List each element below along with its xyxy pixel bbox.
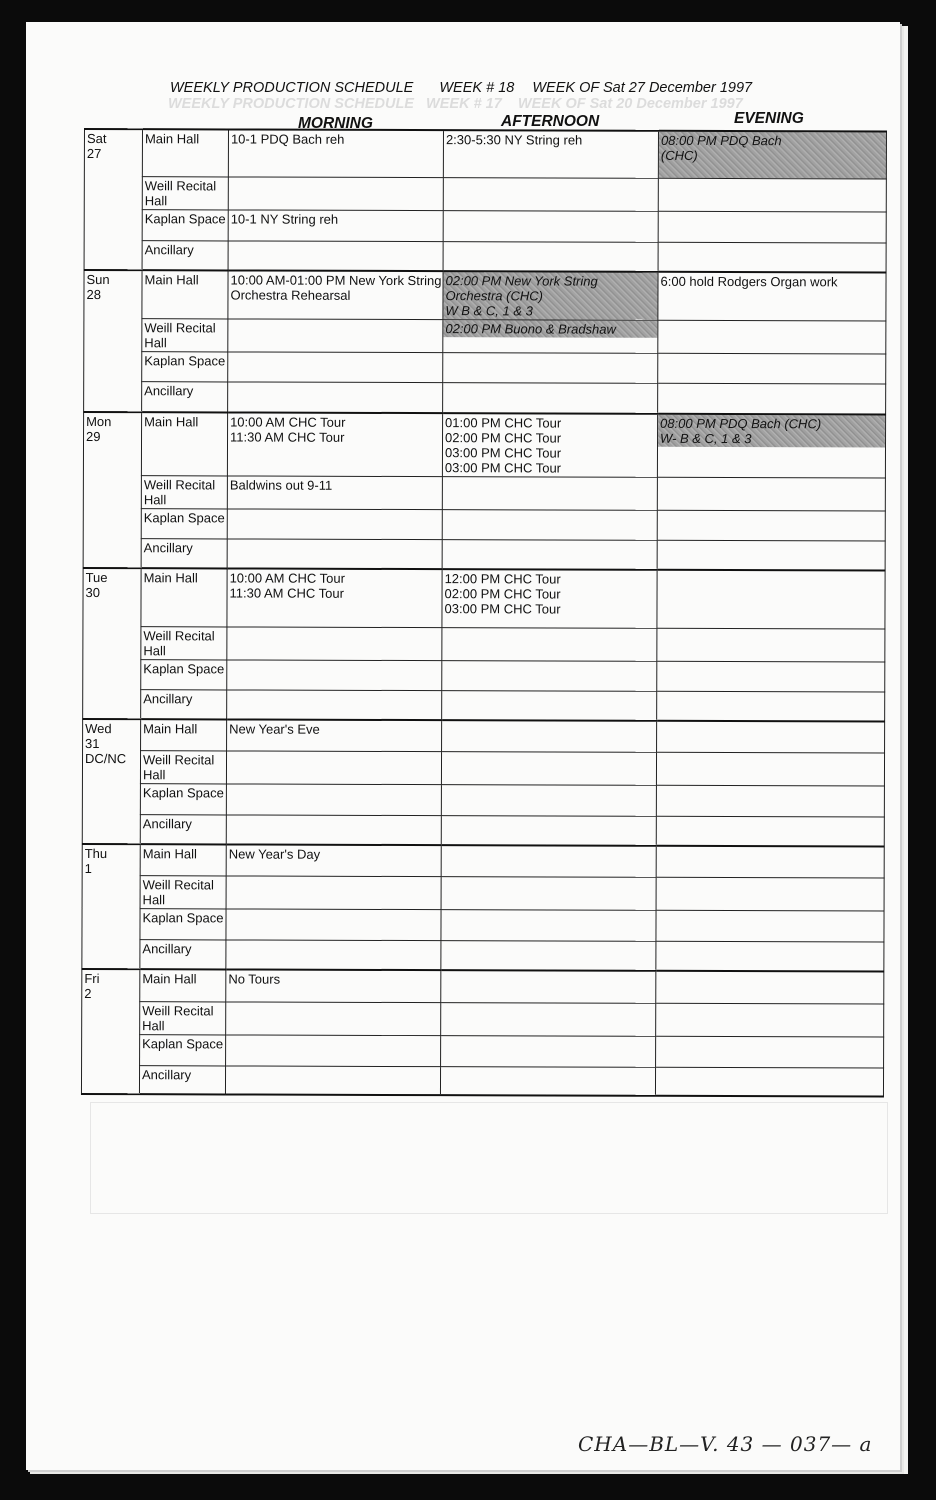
space-cell: Main Hall — [142, 129, 228, 176]
bleed-through-header: WEEKLY PRODUCTION SCHEDULE WEEK # 17 WEEK OF Sat 20 December 1997 — [168, 96, 743, 112]
afternoon-cell — [442, 413, 657, 477]
evening-cell — [657, 477, 885, 511]
day-label: Sat — [86, 131, 107, 147]
schedule-row — [82, 844, 884, 878]
catalog-number: CHA—BL—V. 43 — 037— a — [578, 1432, 873, 1456]
evening-cell — [658, 320, 886, 354]
morning-cell — [225, 1065, 440, 1095]
schedule-row — [83, 568, 885, 629]
morning-cell — [226, 1034, 441, 1066]
evening-cell — [656, 1003, 884, 1037]
morning-cell — [226, 814, 441, 845]
day-label: Wed — [85, 721, 112, 737]
morning-cell — [227, 659, 442, 690]
schedule-row — [84, 176, 886, 212]
day-cell — [83, 568, 141, 719]
afternoon-cell — [441, 815, 656, 846]
afternoon-cell — [443, 210, 658, 242]
schedule-row — [84, 129, 886, 179]
space-cell: Weill Recital Hall — [141, 475, 227, 508]
schedule-row — [82, 875, 884, 911]
schedule-row — [84, 319, 886, 355]
space-cell: Main Hall — [142, 270, 228, 319]
space-cell: Main Hall — [141, 719, 227, 750]
morning-cell — [226, 1001, 441, 1035]
afternoon-cell — [440, 1066, 655, 1096]
event-text: 10:00 AM CHC Tour — [230, 413, 346, 430]
evening-cell — [658, 131, 886, 179]
day-label: 29 — [86, 428, 101, 444]
evening-cell — [656, 846, 884, 878]
space-cell: Main Hall — [140, 969, 226, 1001]
day-label: 27 — [86, 146, 102, 162]
space-cell: Weill Recital Hall — [140, 875, 226, 908]
schedule-row — [84, 270, 886, 321]
event-text: 01:00 PM CHC Tour — [445, 414, 562, 431]
space-cell: Kaplan Space — [142, 352, 228, 382]
event-text: 10:00 AM CHC Tour — [229, 570, 345, 586]
day-cell — [82, 844, 140, 969]
event-text: No Tours — [228, 971, 281, 987]
day-label: 1 — [84, 861, 92, 877]
afternoon-cell — [443, 353, 658, 384]
day-cell — [81, 969, 139, 1094]
event-text: 6:00 hold Rodgers Organ work — [660, 273, 838, 290]
column-header-morning: MORNING — [298, 115, 373, 132]
morning-cell — [228, 352, 443, 383]
space-cell: Ancillary — [139, 1065, 225, 1094]
schedule-row — [82, 969, 884, 1004]
space-cell: Ancillary — [140, 814, 226, 844]
day-label: Tue — [85, 570, 108, 586]
evening-cell — [657, 691, 885, 722]
evening-cell — [656, 910, 884, 942]
morning-cell — [228, 319, 443, 353]
morning-cell — [226, 750, 441, 784]
schedule-row — [83, 626, 885, 662]
week-of: WEEK OF Sat 27 December 1997 — [532, 80, 753, 96]
space-cell: Ancillary — [142, 240, 228, 270]
afternoon-cell — [441, 751, 656, 785]
space-cell: Weill Recital Hall — [140, 750, 226, 783]
event-text: 03:00 PM CHC Tour — [444, 459, 562, 476]
event-text: Baldwins out 9-11 — [229, 476, 333, 493]
afternoon-cell — [443, 271, 658, 320]
week-number: WEEK # 18 — [439, 80, 515, 96]
morning-cell — [226, 908, 441, 940]
afternoon-cell — [442, 569, 657, 628]
event-text: 11:30 AM CHC Tour — [229, 585, 344, 601]
day-label: 28 — [86, 287, 101, 303]
schedule-row — [83, 475, 885, 511]
morning-cell — [227, 568, 442, 627]
evening-cell — [656, 877, 884, 911]
evening-cell — [657, 413, 885, 477]
morning-cell — [227, 538, 442, 569]
space-cell: Kaplan Space — [142, 209, 228, 240]
morning-cell — [227, 475, 442, 509]
event-text: 02:00 PM CHC Tour — [444, 586, 561, 602]
schedule-row — [83, 538, 885, 571]
afternoon-cell — [441, 1002, 656, 1036]
evening-cell — [657, 661, 885, 692]
schedule-row — [82, 1034, 884, 1068]
space-cell: Kaplan Space — [140, 908, 226, 939]
morning-cell — [227, 719, 442, 751]
day-label: Sun — [86, 272, 110, 288]
evening-cell — [657, 540, 885, 571]
afternoon-cell — [441, 876, 656, 910]
highlighted-event — [658, 414, 885, 447]
event-text: (CHC) — [660, 147, 698, 163]
event-text: Orchestra (CHC) — [445, 288, 544, 304]
schedule-row — [84, 240, 886, 273]
evening-cell — [657, 510, 885, 541]
evening-cell — [657, 721, 885, 753]
afternoon-cell — [441, 845, 656, 877]
afternoon-cell — [441, 909, 656, 941]
afternoon-cell — [443, 241, 658, 272]
space-cell: Kaplan Space — [141, 659, 227, 689]
schedule-row — [84, 209, 886, 243]
event-text: W- B & C, 1 & 3 — [660, 430, 752, 446]
schedule-row — [83, 659, 885, 692]
schedule-header — [170, 80, 766, 96]
event-text: 12:00 PM CHC Tour — [444, 571, 561, 587]
evening-cell — [658, 178, 886, 212]
morning-cell — [227, 626, 442, 660]
schedule-row — [83, 719, 885, 753]
schedule-row — [82, 939, 884, 972]
event-text: New Year's Eve — [229, 721, 320, 737]
afternoon-cell — [441, 784, 656, 816]
evening-cell — [656, 816, 884, 847]
afternoon-cell — [443, 130, 658, 178]
event-text: 03:00 PM CHC Tour — [444, 444, 562, 461]
event-text: 10-1 NY String reh — [230, 210, 339, 227]
event-text: Orchestra Rehearsal — [230, 287, 351, 303]
schedule-row — [82, 1001, 884, 1037]
space-cell: Weill Recital Hall — [142, 176, 228, 209]
event-text: 02:00 PM Buono & Bradshaw — [445, 321, 616, 337]
event-text: 02:00 PM CHC Tour — [445, 429, 562, 446]
space-cell: Weill Recital Hall — [141, 626, 227, 659]
event-text: 11:30 AM CHC Tour — [230, 428, 345, 445]
space-cell: Weill Recital Hall — [140, 1001, 226, 1034]
evening-cell — [656, 752, 884, 786]
event-text: 10-1 PDQ Bach reh — [230, 131, 345, 147]
morning-cell — [228, 176, 443, 210]
evening-cell — [657, 628, 885, 662]
morning-cell — [228, 209, 443, 241]
schedule-row — [84, 352, 886, 385]
day-label: Fri — [84, 971, 100, 987]
day-cell — [84, 129, 142, 270]
day-label: 2 — [84, 986, 92, 1002]
column-header-evening: EVENING — [734, 110, 804, 127]
schedule-row — [83, 508, 885, 541]
morning-cell — [226, 844, 441, 876]
afternoon-cell — [442, 660, 657, 691]
evening-cell — [656, 971, 884, 1004]
afternoon-cell — [441, 940, 656, 971]
afternoon-cell — [442, 476, 657, 510]
schedule-row — [84, 382, 886, 415]
afternoon-cell — [442, 539, 657, 570]
schedule-row — [83, 689, 885, 722]
schedule-row — [82, 814, 884, 847]
space-cell: Ancillary — [142, 382, 228, 412]
space-cell: Ancillary — [141, 538, 227, 568]
evening-cell — [656, 941, 884, 972]
afternoon-cell — [442, 509, 657, 540]
afternoon-cell — [441, 970, 656, 1003]
event-text: 02:00 PM New York String — [445, 273, 598, 289]
event-text: New Year's Day — [228, 846, 321, 862]
evening-cell — [658, 211, 886, 243]
afternoon-cell — [441, 1035, 656, 1067]
day-label: 31 — [85, 736, 100, 752]
space-cell: Kaplan Space — [141, 508, 227, 538]
day-cell — [83, 412, 141, 569]
day-label: Thu — [84, 846, 108, 862]
event-text: W B & C, 1 & 3 — [445, 303, 533, 319]
schedule-row — [82, 750, 884, 786]
morning-cell — [228, 270, 443, 319]
space-cell: Ancillary — [141, 689, 227, 719]
space-cell: Main Hall — [140, 844, 226, 875]
schedule-row — [82, 783, 884, 817]
morning-cell — [226, 969, 441, 1002]
morning-cell — [228, 129, 443, 177]
evening-cell — [658, 383, 886, 414]
day-cell — [82, 719, 140, 844]
morning-cell — [227, 508, 442, 539]
event-text: 2:30-5:30 NY String reh — [445, 132, 583, 148]
day-label: DC/NC — [84, 751, 127, 767]
day-label: 30 — [85, 585, 101, 601]
space-cell: Ancillary — [140, 939, 226, 969]
evening-cell — [658, 242, 886, 273]
morning-cell — [226, 875, 441, 909]
day-cell — [84, 270, 142, 412]
evening-cell — [656, 1036, 884, 1068]
schedule-row — [82, 908, 884, 942]
space-cell: Kaplan Space — [140, 783, 226, 814]
space-cell: Main Hall — [141, 412, 227, 476]
event-text: 08:00 PM PDQ Bach — [660, 132, 782, 149]
schedule-row — [81, 1065, 883, 1097]
afternoon-cell — [443, 383, 658, 414]
afternoon-cell — [442, 720, 657, 752]
morning-cell — [227, 412, 442, 476]
event-text: 08:00 PM PDQ Bach (CHC) — [660, 415, 822, 431]
morning-cell — [228, 382, 443, 413]
morning-cell — [226, 939, 441, 970]
space-cell: Main Hall — [141, 568, 227, 626]
morning-cell — [226, 783, 441, 815]
schedule-title: WEEKLY PRODUCTION SCHEDULE — [170, 80, 414, 96]
afternoon-cell — [443, 320, 658, 354]
highlighted-event — [443, 320, 657, 338]
space-cell: Weill Recital Hall — [142, 319, 228, 352]
morning-cell — [228, 240, 443, 271]
morning-cell — [227, 689, 442, 720]
column-header-afternoon: AFTERNOON — [501, 113, 600, 130]
afternoon-cell — [442, 627, 657, 661]
bleed-through-block — [90, 1102, 888, 1214]
schedule-row — [83, 412, 885, 478]
event-text: 03:00 PM CHC Tour — [444, 601, 561, 617]
evening-cell — [658, 272, 886, 321]
afternoon-cell — [443, 177, 658, 211]
evening-cell — [655, 1067, 883, 1097]
afternoon-cell — [442, 690, 657, 721]
space-cell: Kaplan Space — [140, 1034, 226, 1065]
event-text: 10:00 AM-01:00 PM New York String — [230, 272, 442, 289]
evening-cell — [656, 785, 884, 817]
evening-cell — [657, 570, 885, 629]
schedule-table — [81, 128, 887, 1098]
evening-cell — [658, 353, 886, 384]
day-label: Mon — [86, 413, 112, 429]
